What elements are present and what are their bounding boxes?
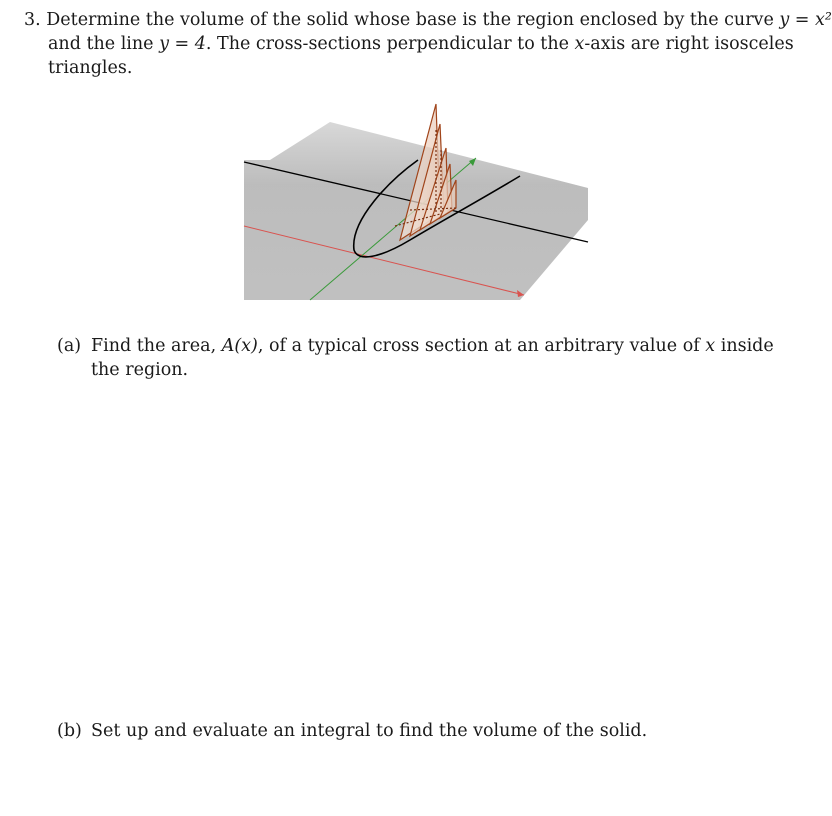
part-a	[57, 334, 783, 382]
part-b	[57, 719, 783, 743]
problem-text-1: Determine the volume of the solid whose base is the region enclosed by the curve	[46, 10, 780, 30]
part-a-label: (a)	[57, 336, 82, 356]
part-a-text-1: Find the area,	[91, 336, 222, 356]
line-equation: y = 4	[159, 34, 206, 54]
problem-line-1	[24, 8, 832, 32]
problem-line-2	[24, 32, 794, 56]
curve-equation: y = x²	[779, 10, 832, 30]
part-a-text-3: inside	[715, 336, 774, 356]
axis-variable: x	[574, 34, 585, 54]
problem-text-3: triangles.	[48, 58, 133, 78]
problem-statement	[24, 8, 832, 80]
area-function: A(x)	[221, 336, 258, 356]
part-a-line-2: the region.	[91, 360, 189, 380]
part-b-label: (b)	[57, 721, 82, 741]
problem-text-2c: -axis are right isosceles	[584, 34, 794, 54]
problem-line-3	[24, 56, 784, 80]
solid-illustration	[240, 100, 590, 310]
part-a-text-2: , of a typical cross section at an arbitrary value of	[257, 336, 706, 356]
problem-text-2a: and the line	[48, 34, 160, 54]
part-b-text: Set up and evaluate an integral to find the volume of the solid.	[91, 721, 648, 741]
part-a-variable: x	[705, 336, 716, 356]
solid-figure	[240, 100, 590, 310]
problem-text-2b: . The cross-sections perpendicular to the	[205, 34, 575, 54]
problem-number: 3.	[24, 10, 41, 30]
